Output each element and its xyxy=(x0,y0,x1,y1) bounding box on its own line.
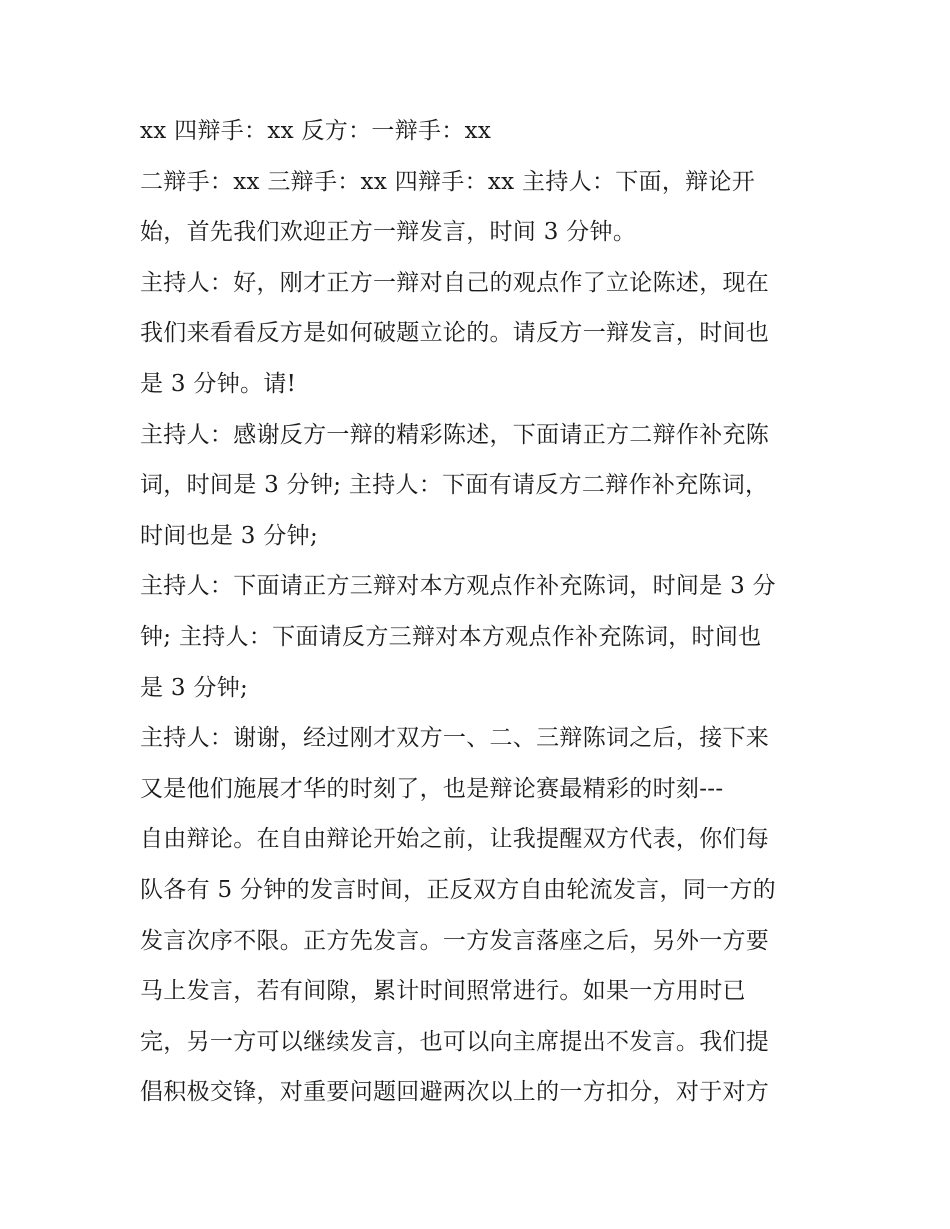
text-line: 发言次序不限。正方先发言。一方发言落座之后，另外一方要 xyxy=(140,927,770,954)
document-body xyxy=(140,110,820,1122)
text-line: 时间也是 3 分钟; xyxy=(140,522,319,549)
text-line: 队各有 5 分钟的发言时间，正反双方自由轮流发言，同一方的 xyxy=(140,876,776,903)
text-line: 是 3 分钟。请! xyxy=(140,370,297,397)
text-line: 词，时间是 3 分钟; 主持人：下面有请反方二辩作补充陈词， xyxy=(140,472,769,499)
text-line: 主持人：好，刚才正方一辩对自己的观点作了立论陈述，现在 xyxy=(140,269,770,296)
text-line: 自由辩论。在自由辩论开始之前，让我提醒双方代表，你们每 xyxy=(140,826,770,853)
text-line: 主持人：感谢反方一辩的精彩陈述，下面请正方二辩作补充陈 xyxy=(140,421,770,448)
text-line: 马上发言，若有间隙，累计时间照常进行。如果一方用时已 xyxy=(140,978,746,1005)
text-line: xx 四辩手：xx 反方：一辩手：xx xyxy=(140,118,492,144)
text-line: 倡积极交锋，对重要问题回避两次以上的一方扣分，对于对方 xyxy=(140,1079,770,1106)
text-line: 主持人：谢谢，经过刚才双方一、二、三辩陈词之后，接下来 xyxy=(140,725,770,752)
text-line: 主持人：下面请正方三辩对本方观点作补充陈词，时间是 3 分 xyxy=(140,573,776,600)
text-line: 又是他们施展才华的时刻了，也是辩论赛最精彩的时刻--- xyxy=(140,775,724,802)
text-line: 始，首先我们欢迎正方一辩发言，时间 3 分钟。 xyxy=(140,219,637,246)
text-line: 我们来看看反方是如何破题立论的。请反方一辩发言，时间也 xyxy=(140,320,770,347)
text-line: 二辩手：xx 三辩手：xx 四辩手：xx 主持人：下面，辩论开 xyxy=(140,168,756,195)
text-line: 完，另一方可以继续发言，也可以向主席提出不发言。我们提 xyxy=(140,1028,770,1055)
text-line: 钟; 主持人：下面请反方三辩对本方观点作补充陈词，时间也 xyxy=(140,623,762,650)
text-line: 是 3 分钟; xyxy=(140,674,249,701)
